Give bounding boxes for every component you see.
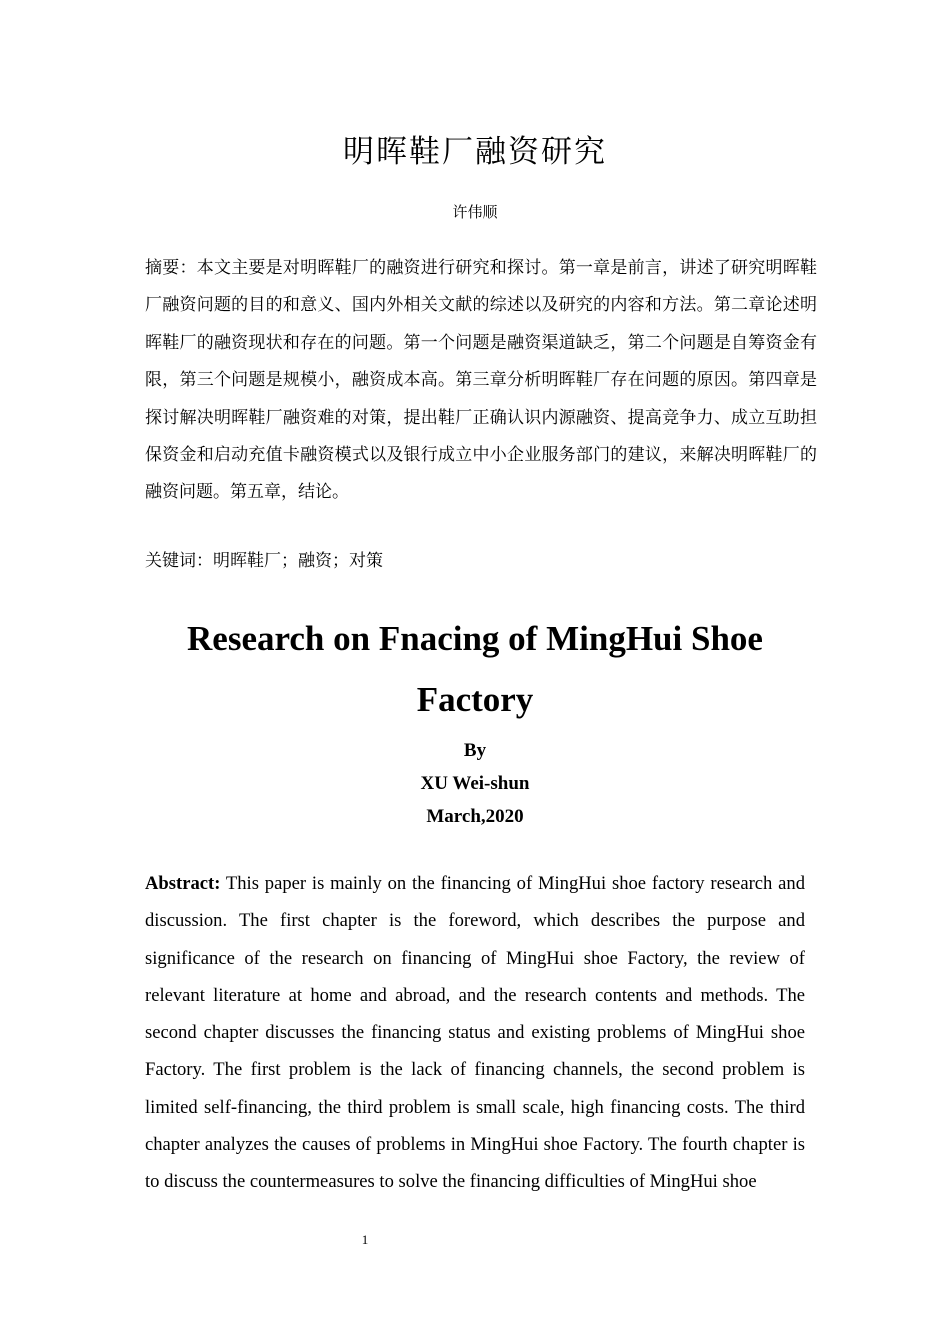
english-by: By — [463, 740, 487, 761]
english-author: XU Wei-shun — [420, 773, 530, 794]
chinese-abstract — [145, 250, 817, 512]
chinese-keywords-label: 关键词： — [145, 551, 213, 571]
english-abstract-label: Abstract: — [145, 873, 221, 894]
english-abstract — [145, 865, 805, 1201]
chinese-keywords — [145, 546, 817, 576]
english-date: March,2020 — [426, 806, 524, 827]
chinese-abstract-text: 本文主要是对明晖鞋厂的融资进行研究和探讨。第一章是前言，讲述了研究明晖鞋厂融资问题的目的和意义、国内外相关文献的综述以及研究的内容和方法。第二章论述明晖鞋厂的融资现状和存在的问题。第一个问题是融资渠道缺乏，第二个问题是自筹资金有限，第三个问题是规模小，融资成本高。第三章分析明晖鞋厂存在问题的原因。第四章是探讨解决明晖鞋厂融资难的对策，提出鞋厂正确认识内源融资、提高竞争力、成立互助担保资金和启动充值卡融资模式以及银行成立中小企业服务部门的建议，来解决明晖鞋厂的融资问题。第五章，结论。 — [145, 258, 818, 503]
chinese-author: 许伟顺 — [452, 203, 498, 221]
english-title: Research on Fnacing of MingHui Shoe Factory — [187, 619, 763, 719]
page-number: 1 — [361, 1232, 369, 1247]
chinese-abstract-label: 摘要： — [145, 258, 197, 278]
english-abstract-text: This paper is mainly on the financing of MingHui shoe factory research and discussion. The first chapter is the foreword, which describes the purpose and significance of the research on financing of MingHui shoe Factory, the review of relevant literature at home and abroad, and the research contents and methods. The second chapter discusses the financing status and existing problems of MingHui shoe Factory. The first problem is the lack of financing channels, the second problem is limited self-financing, the third problem is small scale, high financing costs. The third chapter analyzes the causes of problems in MingHui shoe Factory. The fourth chapter is to discuss the countermeasures to solve the financing difficulties of MingHui shoe — [145, 873, 805, 1193]
chinese-title: 明晖鞋厂融资研究 — [343, 134, 607, 170]
chinese-keywords-text: 明晖鞋厂；融资；对策 — [213, 551, 383, 571]
